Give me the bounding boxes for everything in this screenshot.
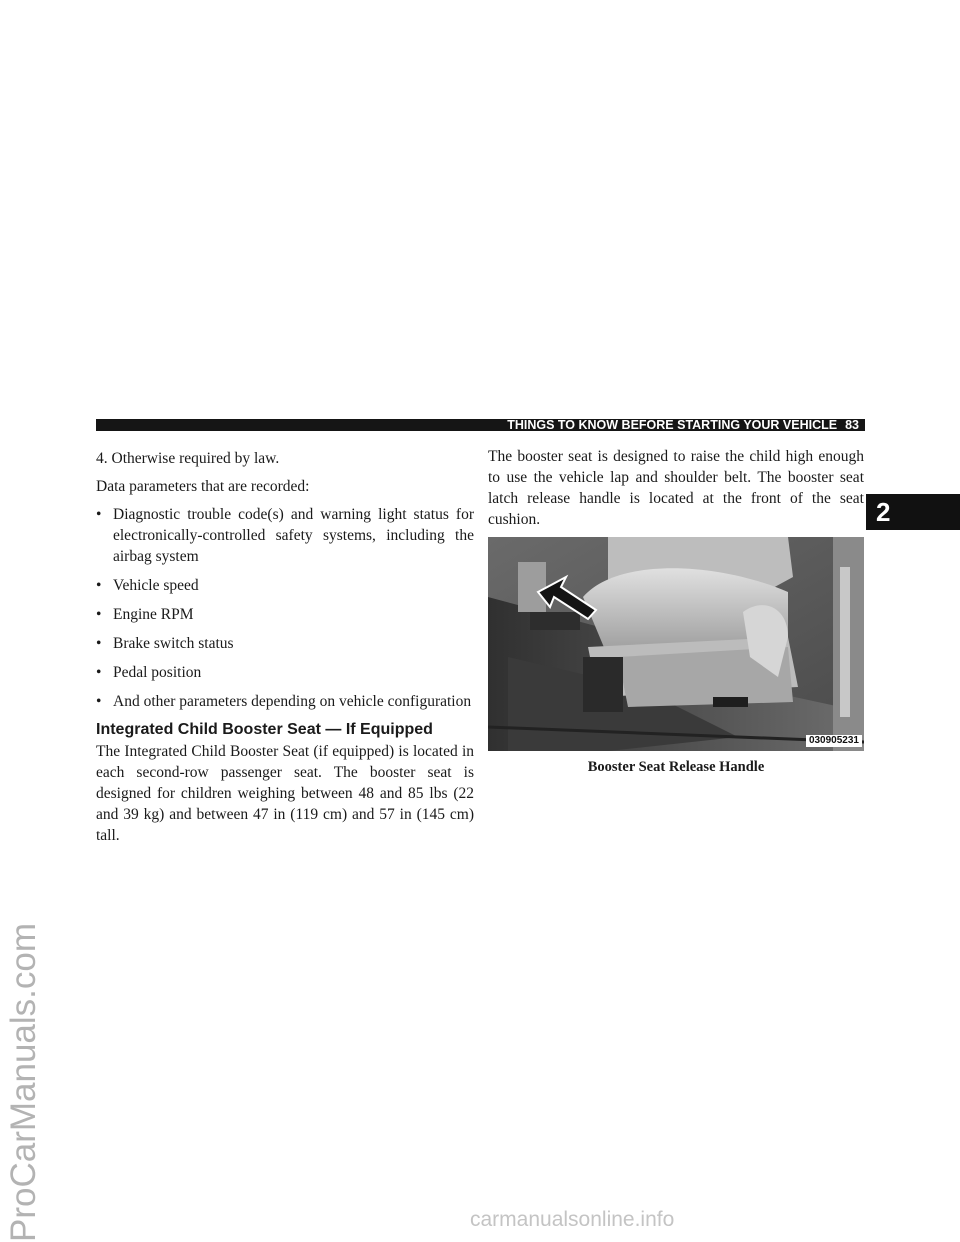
section-title: THINGS TO KNOW BEFORE STARTING YOUR VEHICLE bbox=[507, 418, 838, 432]
booster-seat-illustration bbox=[488, 537, 864, 751]
page-header bbox=[497, 419, 865, 431]
left-column bbox=[96, 448, 474, 853]
bullet-icon: • bbox=[96, 577, 102, 594]
bottom-watermark: carmanualsonline.info bbox=[470, 1208, 675, 1231]
figure-id: 030905231 bbox=[806, 735, 862, 747]
page-number: 83 bbox=[845, 418, 859, 432]
list-item: • Vehicle speed bbox=[96, 577, 199, 594]
bullet-icon: • bbox=[96, 506, 102, 523]
list-item: • And other parameters depending on vehicle configuration bbox=[96, 693, 472, 710]
right-column bbox=[488, 446, 864, 778]
booster-seat-purpose: The booster seat is designed to raise the child high enough to use the vehicle lap and shoulder belt. The booster seat latch release handle is located at the front of the seat cushion. bbox=[488, 448, 864, 528]
list-item: • Brake switch status bbox=[96, 635, 234, 652]
list-item: • Engine RPM bbox=[96, 606, 194, 623]
bullet-icon: • bbox=[96, 664, 102, 681]
list-item: • Pedal position bbox=[96, 664, 202, 681]
booster-seat-figure bbox=[488, 537, 864, 751]
section-heading: Integrated Child Booster Seat — If Equipped bbox=[96, 721, 433, 738]
item-4: 4. Otherwise required by law. bbox=[96, 450, 280, 467]
figure-caption: Booster Seat Release Handle bbox=[587, 759, 765, 775]
bullet-icon: • bbox=[96, 606, 102, 623]
list-item: • Diagnostic trouble code(s) and warning light status for electronically-controlled safety systems, including the airbag system bbox=[96, 506, 474, 565]
chapter-tab: 2 bbox=[866, 494, 960, 530]
page-header-bar bbox=[96, 419, 863, 431]
data-intro: Data parameters that are recorded: bbox=[96, 478, 310, 495]
bullet-icon: • bbox=[96, 635, 102, 652]
bullet-icon: • bbox=[96, 693, 102, 710]
side-watermark: ProCarManuals.com bbox=[4, 923, 43, 1242]
booster-seat-description: The Integrated Child Booster Seat (if equipped) is located in each second-row passenger seat. The booster seat is designed for children weighing between 48 and 85 lbs (22 and 39 kg) and between 47 in (119 cm) and 57 in (145 cm) tall. bbox=[96, 743, 474, 844]
recorded-parameters-list bbox=[96, 504, 474, 712]
